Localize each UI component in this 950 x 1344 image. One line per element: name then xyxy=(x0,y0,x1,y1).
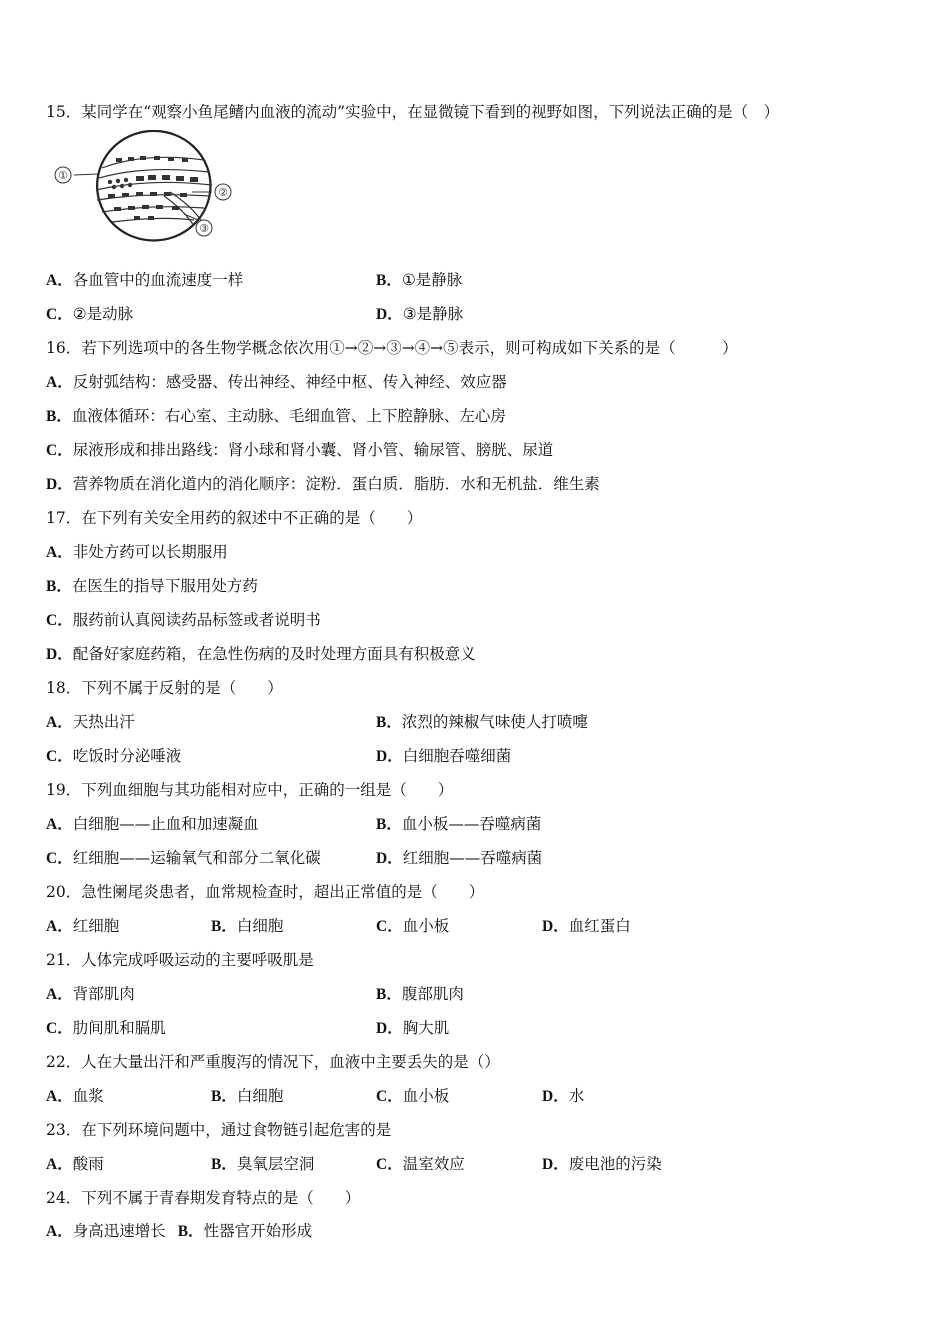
question-24-stem: 24．下列不属于青春期发育特点的是（ ） xyxy=(46,1189,361,1207)
question-16-stem: 16．若下列选项中的各生物学概念依次用①→②→③→④→⑤表示，则可构成如下关系的是（ ） xyxy=(46,339,738,357)
option-b: B．白细胞 xyxy=(211,1087,284,1105)
option-a: A．红细胞 xyxy=(46,917,120,935)
question-19-options-row-1 xyxy=(46,814,906,834)
question-18-stem: 18．下列不属于反射的是（ ） xyxy=(46,679,283,697)
option-a: A．各血管中的血流速度一样 xyxy=(46,271,244,289)
question-21-options-row-1 xyxy=(46,984,906,1004)
fish-tail-microscope-figure xyxy=(44,130,244,242)
option-d: D．废电池的污染 xyxy=(542,1155,662,1173)
figure-label-1: ① xyxy=(58,169,68,182)
option-b: B．白细胞 xyxy=(211,917,284,935)
option-a: A．天热出汗 xyxy=(46,713,135,731)
option-b: B．血小板——吞噬病菌 xyxy=(376,815,542,833)
option-a: A．非处方药可以长期服用 xyxy=(46,543,228,561)
option-c: C．尿液形成和排出路线：肾小球和肾小囊、肾小管、输尿管、膀胱、尿道 xyxy=(46,441,554,459)
question-18-options-row-2 xyxy=(46,746,906,766)
option-d: D．配备好家庭药箱，在急性伤病的及时处理方面具有积极意义 xyxy=(46,645,476,663)
option-b: B．腹部肌肉 xyxy=(376,985,464,1003)
option-d: D．红细胞——吞噬病菌 xyxy=(376,849,543,867)
question-21-options-row-2 xyxy=(46,1018,906,1038)
question-24-options xyxy=(46,1221,312,1242)
option-d: D．血红蛋白 xyxy=(542,917,631,935)
option-d: D．胸大肌 xyxy=(376,1019,450,1037)
option-c: C．血小板 xyxy=(376,917,450,935)
option-a: A．酸雨 xyxy=(46,1155,104,1173)
question-15-options-row-1 xyxy=(46,270,906,290)
question-22-stem: 22．人在大量出汗和严重腹泻的情况下，血液中主要丢失的是（） xyxy=(46,1053,500,1071)
option-d: D．水 xyxy=(542,1087,585,1105)
option-d: D．白细胞吞噬细菌 xyxy=(376,747,512,765)
question-15-options-row-2 xyxy=(46,304,906,324)
option-c: C．肋间肌和膈肌 xyxy=(46,1019,166,1037)
option-d: D．营养物质在消化道内的消化顺序：淀粉．蛋白质．脂肪．水和无机盐．维生素 xyxy=(46,475,600,493)
question-19-options-row-2 xyxy=(46,848,906,868)
option-b: B．血液体循环：右心室、主动脉、毛细血管、上下腔静脉、左心房 xyxy=(46,407,506,425)
question-18-options-row-1 xyxy=(46,712,906,732)
option-a: A．血浆 xyxy=(46,1087,104,1105)
option-d: D．③是静脉 xyxy=(376,305,464,323)
option-c: C．红细胞——运输氧气和部分二氧化碳 xyxy=(46,849,321,867)
figure-label-3: ③ xyxy=(199,222,209,235)
question-23-stem: 23．在下列环境问题中，通过食物链引起危害的是 xyxy=(46,1121,392,1139)
option-c: C．服药前认真阅读药品标签或者说明书 xyxy=(46,611,321,629)
option-a: A．白细胞——止血和加速凝血 xyxy=(46,815,259,833)
option-c: C．吃饭时分泌唾液 xyxy=(46,747,182,765)
question-20-stem: 20．急性阑尾炎患者，血常规检查时，超出正常值的是（ ） xyxy=(46,883,485,901)
question-19-stem: 19．下列血细胞与其功能相对应中，正确的一组是（ ） xyxy=(46,781,454,799)
question-22-options xyxy=(46,1086,906,1106)
option-b: B．性器官开始形成 xyxy=(177,1222,313,1240)
option-b: B．臭氧层空洞 xyxy=(211,1155,315,1173)
question-20-options xyxy=(46,916,906,936)
option-c: C．温室效应 xyxy=(376,1155,465,1173)
option-b: B．①是静脉 xyxy=(376,271,463,289)
option-b: B．浓烈的辣椒气味使人打喷嚏 xyxy=(376,713,588,731)
option-c: C．血小板 xyxy=(376,1087,450,1105)
option-a: A．身高迅速增长 xyxy=(46,1222,166,1240)
option-a: A．背部肌肉 xyxy=(46,985,135,1003)
option-b: B．在医生的指导下服用处方药 xyxy=(46,577,258,595)
option-c: C．②是动脉 xyxy=(46,305,134,323)
question-23-options xyxy=(46,1154,906,1174)
figure-label-2: ② xyxy=(218,186,228,199)
option-a: A．反射弧结构：感受器、传出神经、神经中枢、传入神经、效应器 xyxy=(46,373,507,391)
question-17-stem: 17．在下列有关安全用药的叙述中不正确的是（ ） xyxy=(46,509,423,527)
question-21-stem: 21．人体完成呼吸运动的主要呼吸肌是 xyxy=(46,951,314,969)
question-15-stem: 15．某同学在“观察小鱼尾鳍内血液的流动”实验中，在显微镜下看到的视野如图，下列说法正确的是（ ） xyxy=(46,103,780,121)
